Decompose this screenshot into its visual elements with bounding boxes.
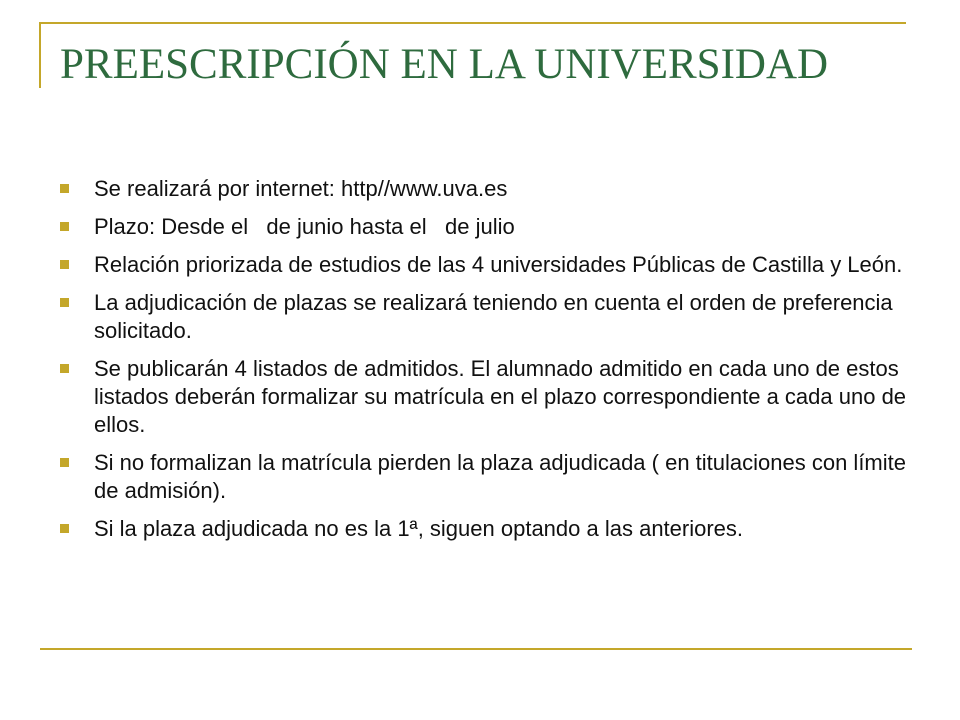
- bullet-text: Relación priorizada de estudios de las 4 universidades Públicas de Castilla y León.: [94, 252, 903, 277]
- bullet-item-plazo: [60, 213, 910, 241]
- bullet-item-relacion: [60, 251, 910, 279]
- square-bullet-icon: [60, 364, 69, 373]
- bullet-text: Si no formalizan la matrícula pierden la plaza adjudicada ( en titulaciones con límite de admisión).: [94, 450, 906, 503]
- square-bullet-icon: [60, 222, 69, 231]
- square-bullet-icon: [60, 524, 69, 533]
- square-bullet-icon: [60, 298, 69, 307]
- bullet-text: Plazo: Desde el de junio hasta el de julio: [94, 214, 515, 239]
- left-rule: [39, 22, 41, 88]
- bottom-rule: [40, 648, 912, 650]
- square-bullet-icon: [60, 260, 69, 269]
- bullet-item-listados: [60, 355, 910, 439]
- bullet-item-adjudicacion: [60, 289, 910, 345]
- slide-title: PREESCRIPCIÓN EN LA UNIVERSIDAD: [60, 41, 829, 88]
- bullet-item-optando: [60, 515, 910, 543]
- bullet-text: La adjudicación de plazas se realizará teniendo en cuenta el orden de preferencia solicitado.: [94, 290, 893, 343]
- bullet-item-internet: [60, 175, 910, 203]
- top-rule: [40, 22, 906, 24]
- bullet-list: [60, 175, 910, 553]
- bullet-text: Si la plaza adjudicada no es la 1ª, siguen optando a las anteriores.: [94, 516, 744, 541]
- bullet-item-matricula: [60, 449, 910, 505]
- bullet-text: Se publicarán 4 listados de admitidos. El alumnado admitido en cada uno de estos listados deberán formalizar su matrícula en el plazo correspondiente a cada uno de ellos.: [94, 356, 907, 437]
- square-bullet-icon: [60, 458, 69, 467]
- bullet-text: Se realizará por internet: http//www.uva.es: [94, 176, 508, 201]
- square-bullet-icon: [60, 184, 69, 193]
